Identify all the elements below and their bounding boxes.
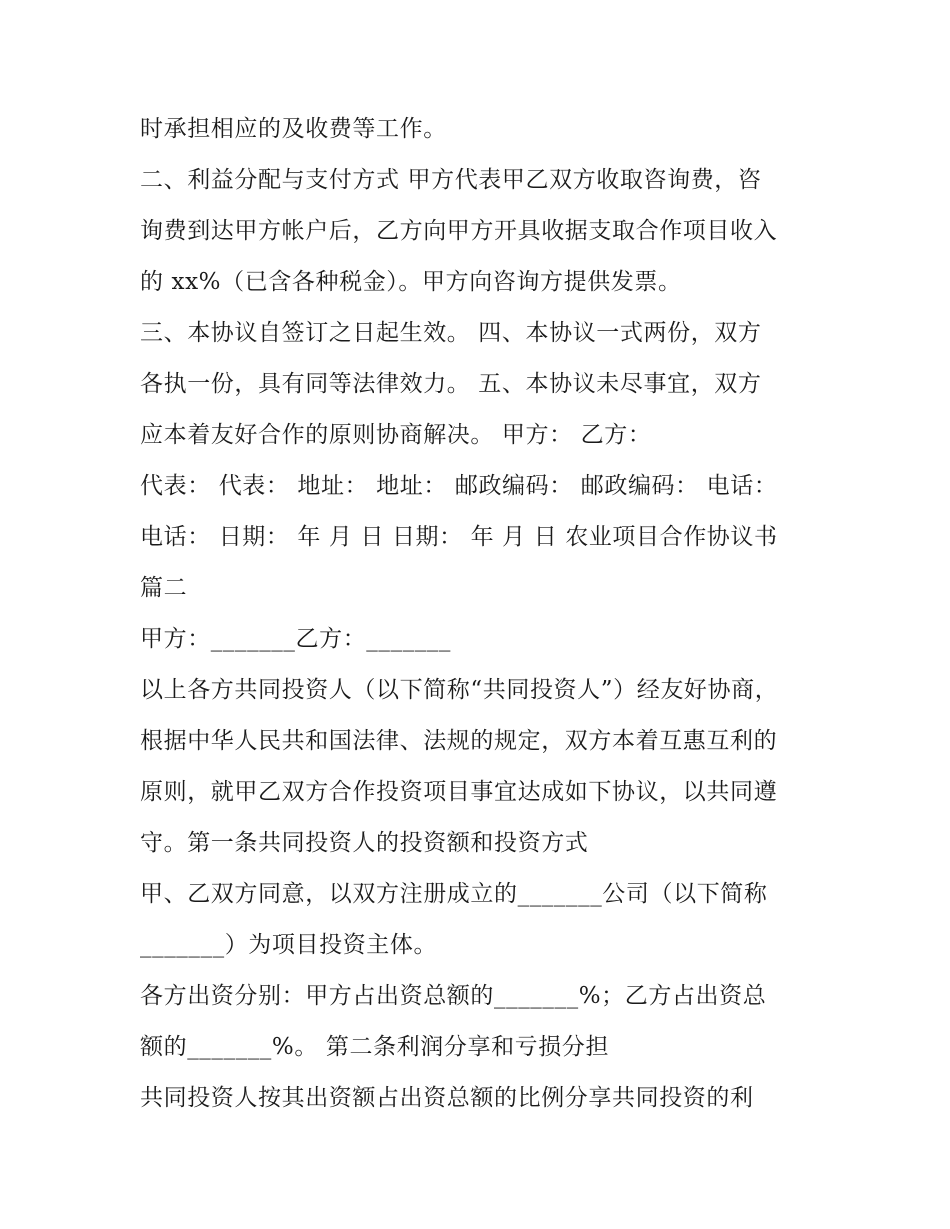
text-line: 二、利益分配与支付方式 甲方代表甲乙双方收取咨询费，咨: [140, 167, 762, 193]
text-line: 甲方：_______乙方：_______: [140, 626, 451, 652]
text-line: 根据中华人民共和国法律、法规的规定，双方本着互惠互利的: [140, 728, 778, 754]
text-line: 以上各方共同投资人（以下简称“共同投资人”）经友好协商，: [140, 677, 779, 703]
document-body: [140, 104, 830, 1124]
text-line: 原则，就甲乙双方合作投资项目事宜达成如下协议，以共同遵: [140, 779, 778, 805]
text-line: _______）为项目投资主体。: [140, 932, 438, 958]
text-line: 询费到达甲方帐户后，乙方向甲方开具收据支取合作项目收入: [140, 218, 778, 244]
text-line: 的 xx%（已含各种税金）。甲方向咨询方提供发票。: [140, 269, 682, 295]
text-line: 额的_______%。 第二条利润分享和亏损分担: [140, 1034, 610, 1060]
text-line: 甲、乙双方同意，以双方注册成立的_______公司（以下简称: [140, 881, 768, 907]
text-line: 电话： 日期： 年 月 日 日期： 年 月 日 农业项目合作协议书: [140, 524, 778, 550]
text-line: 各执一份，具有同等法律效力。 五、本协议未尽事宜，双方: [140, 371, 762, 397]
text-line: 守。第一条共同投资人的投资额和投资方式: [140, 830, 589, 856]
text-line: 各方出资分别：甲方占出资总额的_______%；乙方占出资总: [140, 983, 767, 1009]
text-line: 三、本协议自签订之日起生效。 四、本协议一式两份，双方: [140, 320, 762, 346]
text-line: 时承担相应的及收费等工作。: [140, 116, 447, 142]
text-line: 代表： 代表： 地址： 地址： 邮政编码： 邮政编码： 电话：: [140, 473, 778, 499]
text-line: 应本着友好合作的原则协商解决。 甲方： 乙方：: [140, 422, 652, 448]
text-line: 篇二: [140, 575, 188, 601]
text-line: 共同投资人按其出资额占出资总额的比例分享共同投资的利: [140, 1085, 754, 1111]
